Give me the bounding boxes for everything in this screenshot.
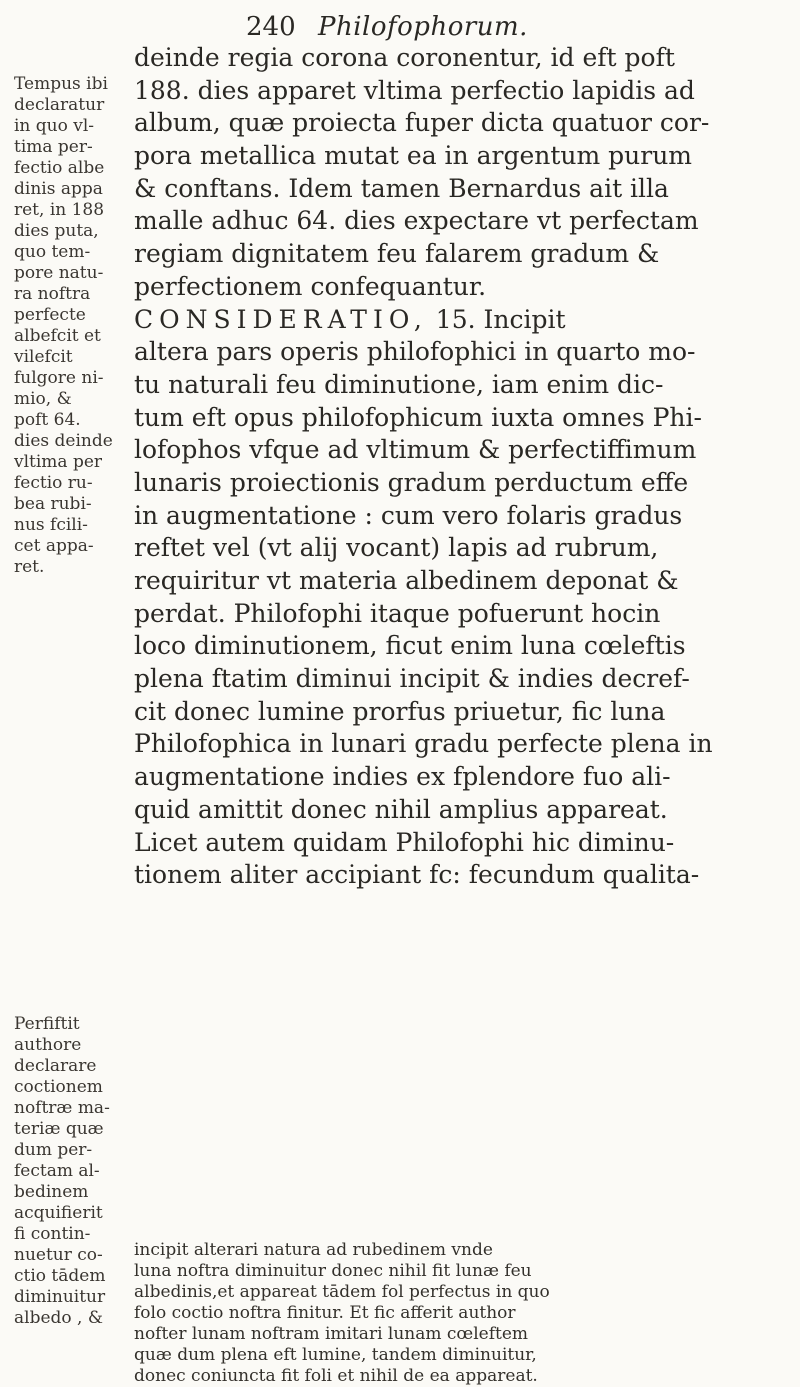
body-line: lofophos vfque ad vltimum & perfectiffimum [134,435,697,465]
body-line: pora metallica mutat ea in argentum purum [134,141,693,171]
running-title: Philofophorum. [318,12,528,42]
footnote-line: donec coniuncta fit foli et nihil de ea appareat. [134,1366,538,1386]
margin-line: noftræ ma- [14,1098,110,1118]
consideratio-rest: 15. Incipit [427,304,566,334]
margin-line: albedo , & [14,1308,103,1328]
margin-line: poft 64. [14,410,81,430]
margin-line: perfecte [14,305,86,325]
margin-line: ret. [14,557,45,577]
margin-line: fulgore ni- [14,368,104,388]
margin-line: acquifierit [14,1203,103,1223]
footnote-text [134,1240,786,1387]
body-line: tum eft opus philofophicum iuxta omnes Phi- [134,402,702,432]
body-line: loco diminutionem, ficut enim luna cœleftis [134,631,686,661]
body-line: quid amittit donec nihil amplius appareat. [134,794,668,824]
margin-line: mio, & [14,389,72,409]
margin-line: bea rubi- [14,494,92,514]
body-line: Philofophica in lunari gradu perfecte plena in [134,729,713,759]
margin-line: ra noftra [14,284,91,304]
page-header [0,6,800,46]
margin-line: bedinem [14,1182,89,1202]
body-line: album, quæ proiecta fuper dicta quatuor cor- [134,108,710,138]
margin-line: ctio tādem [14,1266,106,1286]
margin-line: pore natu- [14,263,104,283]
page-number: 240 [246,12,296,42]
margin-line: vilefcit [14,347,73,367]
consideratio-line [134,304,786,337]
margin-line: dinis appa [14,179,103,199]
margin-line: coctionem [14,1077,103,1097]
margin-line: fectio albe [14,158,105,178]
footnote-line: nofter lunam noftram imitari lunam cœleftem [134,1324,529,1344]
body-line: altera pars operis philofophici in quarto mo- [134,337,696,367]
body-line: perfectionem confequantur. [134,271,487,301]
footnote-line: incipit alterari natura ad rubedinem vnde [134,1240,493,1260]
body-line: Licet autem quidam Philofophi hic diminu- [134,827,675,857]
body-line: reftet vel (vt alij vocant) lapis ad rubrum, [134,533,659,563]
body-text [134,42,786,892]
margin-note-perfiftit [14,1014,120,1329]
margin-line: fi contin- [14,1224,91,1244]
body-line: cit donec lumine prorfus priuetur, fic luna [134,696,666,726]
margin-note-tempus [14,74,120,578]
margin-line: nuetur co- [14,1245,103,1265]
body-line: requiritur vt materia albedinem deponat & [134,566,679,595]
footnote-line: quæ dum plena eft lumine, tandem diminuitur, [134,1345,537,1365]
margin-line: ret, in 188 [14,200,105,220]
body-line: in augmentatione : cum vero folaris gradus [134,500,683,530]
margin-line: cet appa- [14,536,94,556]
margin-line: diminuitur [14,1287,106,1307]
margin-line: dies deinde [14,431,113,451]
margin-line: authore [14,1035,82,1055]
consideratio-heading: CONSIDERATIO, [134,304,428,334]
body-line: deinde regia corona coronentur, id eft poft [134,43,675,72]
margin-line: dum per- [14,1140,93,1160]
margin-line: quo tem- [14,242,91,262]
footnote-line: folo coctio noftra finitur. Et fic afferit author [134,1303,516,1323]
margin-line: tima per- [14,137,93,157]
margin-line: fectam al- [14,1161,100,1181]
margin-line: albefcit et [14,326,101,346]
footnote-line: luna noftra diminuitur donec nihil fit lunæ feu [134,1261,532,1281]
body-line: lunaris proiectionis gradum perductum effe [134,467,689,497]
margin-line: vltima per [14,452,103,472]
margin-line: Perfiftit [14,1014,80,1034]
margin-line: fectio ru- [14,473,93,493]
margin-line: declaratur [14,95,105,115]
body-line: tu naturali feu diminutione, iam enim dic- [134,369,664,399]
body-line: regiam dignitatem feu falarem gradum & [134,239,660,269]
margin-line: teriæ quæ [14,1119,104,1139]
body-line: tionem aliter accipiant fc: fecundum qualita- [134,860,700,890]
margin-line: declarare [14,1056,97,1076]
body-line: plena ftatim diminui incipit & indies decref- [134,664,690,694]
body-line: augmentatione indies ex fplendore fuo ali- [134,762,671,792]
body-line: malle adhuc 64. dies expectare vt perfectam [134,206,699,236]
margin-line: in quo vl- [14,116,95,136]
margin-line: nus fcili- [14,515,88,535]
margin-line: dies puta, [14,221,99,241]
body-line: 188. dies apparet vltima perfectio lapidis ad [134,75,695,105]
body-line: perdat. Philofophi itaque pofuerunt hocin [134,598,661,628]
footnote-line: albedinis,et appareat tādem fol perfectus in quo [134,1282,550,1302]
body-line: & conftans. Idem tamen Bernardus ait illa [134,173,669,203]
margin-line: Tempus ibi [14,74,108,94]
